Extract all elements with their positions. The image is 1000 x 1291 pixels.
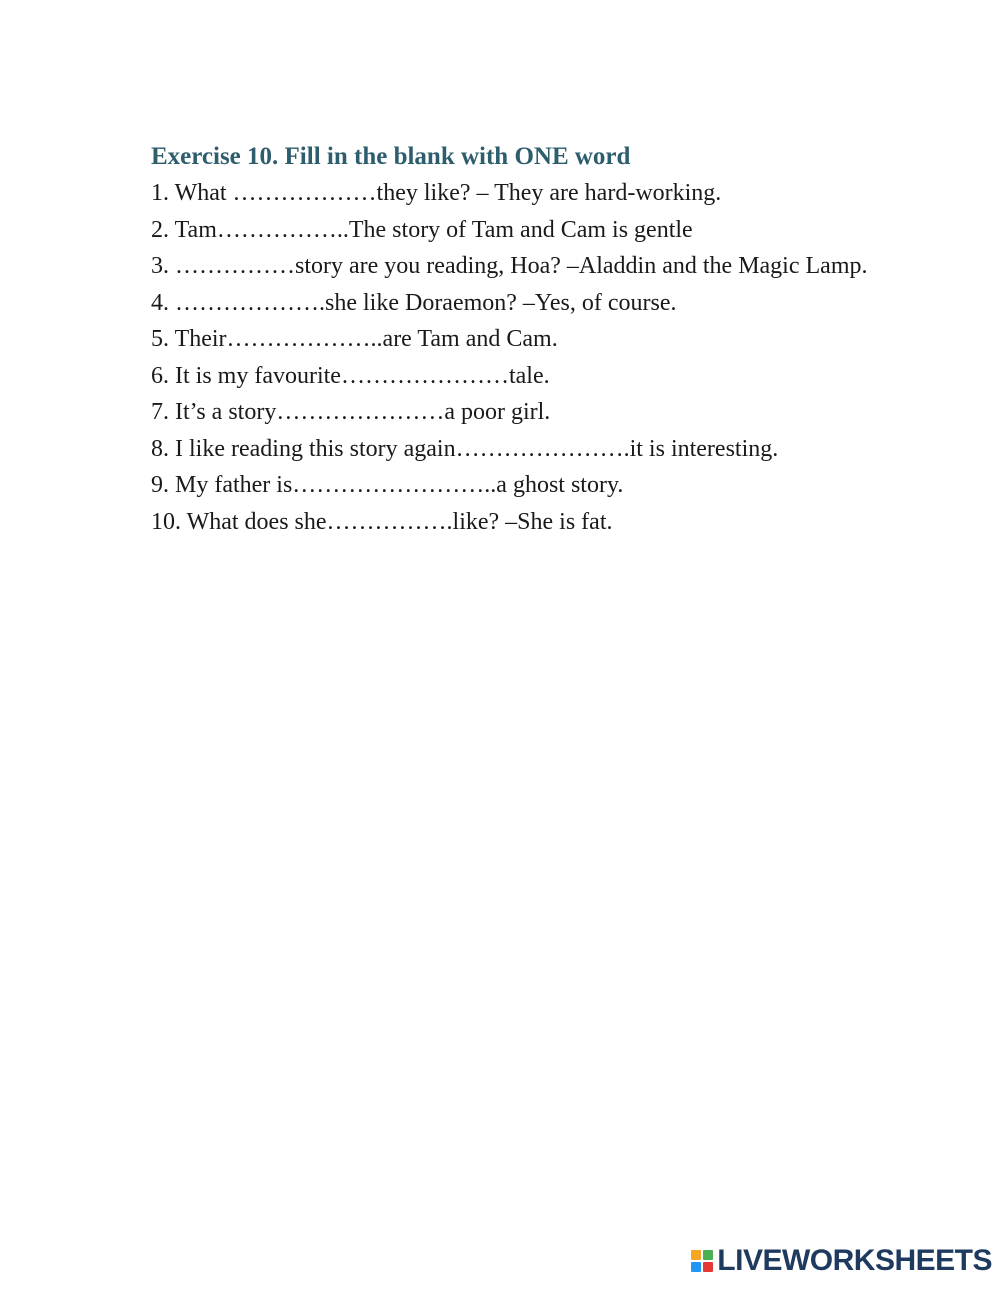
worksheet-content: [151, 139, 878, 540]
question-item: 5. Their………………..are Tam and Cam.: [151, 326, 558, 352]
question-item: 8. I like reading this story again………………….it is interesting.: [151, 435, 779, 462]
question-item: 7. It’s a story…………………a poor girl.: [151, 399, 551, 425]
liveworksheets-logo-icon: [691, 1250, 713, 1272]
logo-block: [691, 1250, 701, 1260]
question-item: 1. What ………………they like? – They are hard-working.: [151, 180, 722, 206]
logo-text: LIVEWORKSHEETS: [717, 1244, 992, 1277]
question-item: 6. It is my favourite…………………tale.: [151, 362, 550, 389]
logo-block: [703, 1250, 713, 1260]
question-list: [151, 175, 878, 540]
liveworksheets-logo: [691, 1241, 992, 1281]
logo-block: [703, 1262, 713, 1272]
question-item: 3. ……………story are you reading, Hoa? –Aladdin and the Magic Lamp.: [151, 253, 868, 279]
question-item: 10. What does she…………….like? –She is fat.: [151, 508, 613, 535]
question-item: 2. Tam……………..The story of Tam and Cam is gentle: [151, 216, 693, 243]
logo-block: [691, 1262, 701, 1272]
exercise-title: Exercise 10. Fill in the blank with ONE word: [151, 143, 631, 170]
question-item: 9. My father is……………………..a ghost story.: [151, 472, 624, 498]
question-item: 4. ……………….she like Doraemon? –Yes, of course.: [151, 289, 677, 316]
